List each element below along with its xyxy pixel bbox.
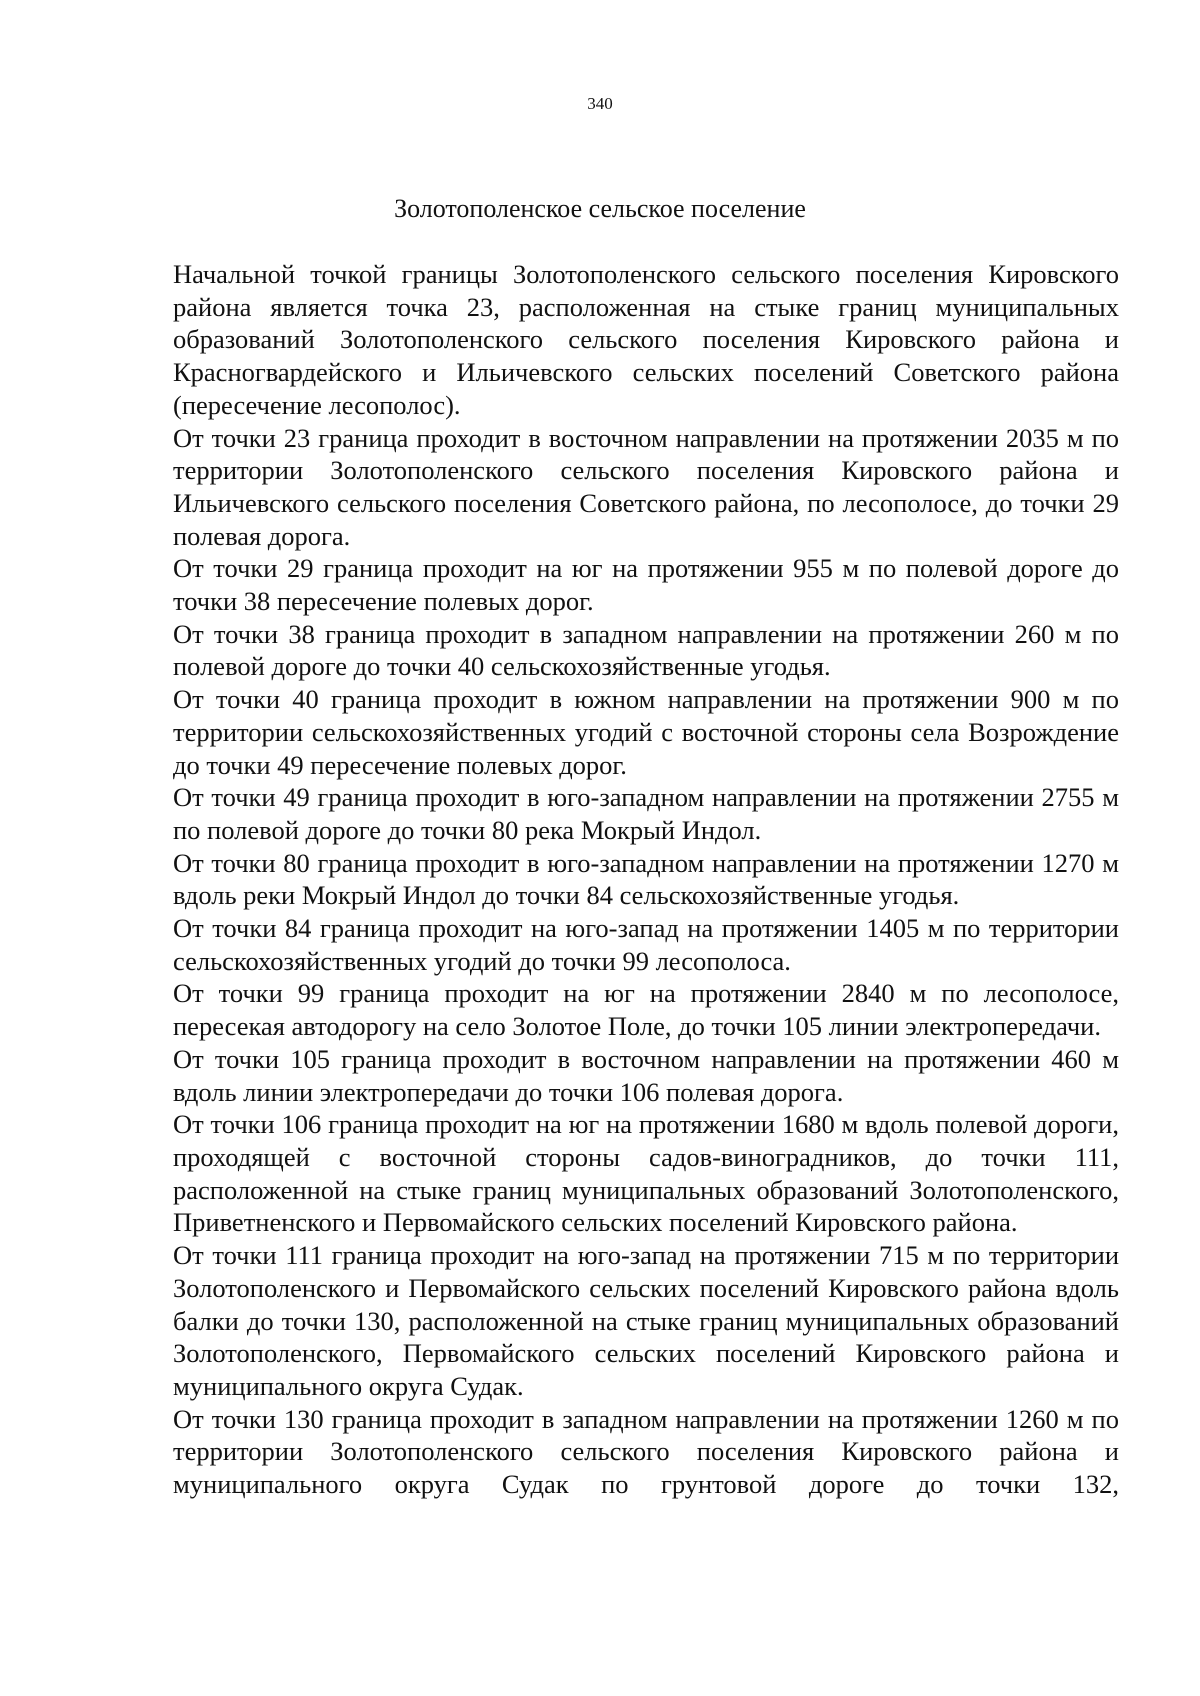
paragraph: От точки 111 граница проходит на юго-запад на протяжении 715 м по территории Золотополенского и Первомайского сельских поселений Кировского района вдоль балки до точки 130, расположенной на стыке границ муниципальных образований Золотополенского, Первомайского сельских поселений Кировского района и муниципального округа Судак. xyxy=(173,1240,1119,1401)
paragraph: От точки 105 граница проходит в восточном направлении на протяжении 460 м вдоль линии электропередачи до точки 106 полевая дорога. xyxy=(173,1043,1119,1107)
document-title: Золотополенское сельское поселение xyxy=(394,194,806,223)
paragraph: От точки 84 граница проходит на юго-запад на протяжении 1405 м по территории сельскохозяйственных угодий до точки 99 лесополоса. xyxy=(173,913,1119,976)
paragraph: От точки 49 граница проходит в юго-западном направлении на протяжении 2755 м по полевой дороге до точки 80 река Мокрый Индол. xyxy=(173,782,1119,845)
paragraph: От точки 38 граница проходит в западном направлении на протяжении 260 м по полевой дороге до точки 40 сельскохозяйственные угодья. xyxy=(173,618,1119,682)
paragraph: Начальной точкой границы Золотополенского сельского поселения Кировского района является точка 23, расположенная на стыке границ муниципальных образований Золотополенского сельского поселения Кировского района и Красногвардейского и Ильичевского сельских поселений Советского района (пересечение лесополос). xyxy=(173,259,1119,420)
paragraph: От точки 23 граница проходит в восточном направлении на протяжении 2035 м по территории Золотополенского сельского поселения Кировского района и Ильичевского сельского поселения Советского района, по лесополосе, до точки 29 полевая дорога. xyxy=(173,422,1119,551)
paragraph: От точки 130 граница проходит в западном направлении на протяжении 1260 м по территории Золотополенского сельского поселения Кировского района и муниципального округа Судак по грунтовой дороге до точки 132, xyxy=(173,1403,1119,1500)
paragraph: От точки 99 граница проходит на юг на протяжении 2840 м по лесополосе, пересекая автодорогу на село Золотое Поле, до точки 105 линии электропередачи. xyxy=(173,978,1119,1042)
paragraph: От точки 106 граница проходит на юг на протяжении 1680 м вдоль полевой дороги, проходящей с восточной стороны садов-виноградников, до точки 111, расположенной на стыке границ муниципальных образований Золотополенского, Приветненского и Первомайского сельских поселений Кировского района. xyxy=(173,1109,1119,1238)
document-body xyxy=(173,258,1119,1501)
page-number: 340 xyxy=(587,94,613,113)
paragraph: От точки 29 граница проходит на юг на протяжении 955 м по полевой дороге до точки 38 пересечение полевых дорог. xyxy=(173,553,1119,617)
paragraph: От точки 80 граница проходит в юго-западном направлении на протяжении 1270 м вдоль реки Мокрый Индол до точки 84 сельскохозяйственные угодья. xyxy=(173,847,1119,911)
paragraph: От точки 40 граница проходит в южном направлении на протяжении 900 м по территории сельскохозяйственных угодий с восточной стороны села Возрождение до точки 49 пересечение полевых дорог. xyxy=(173,684,1119,780)
